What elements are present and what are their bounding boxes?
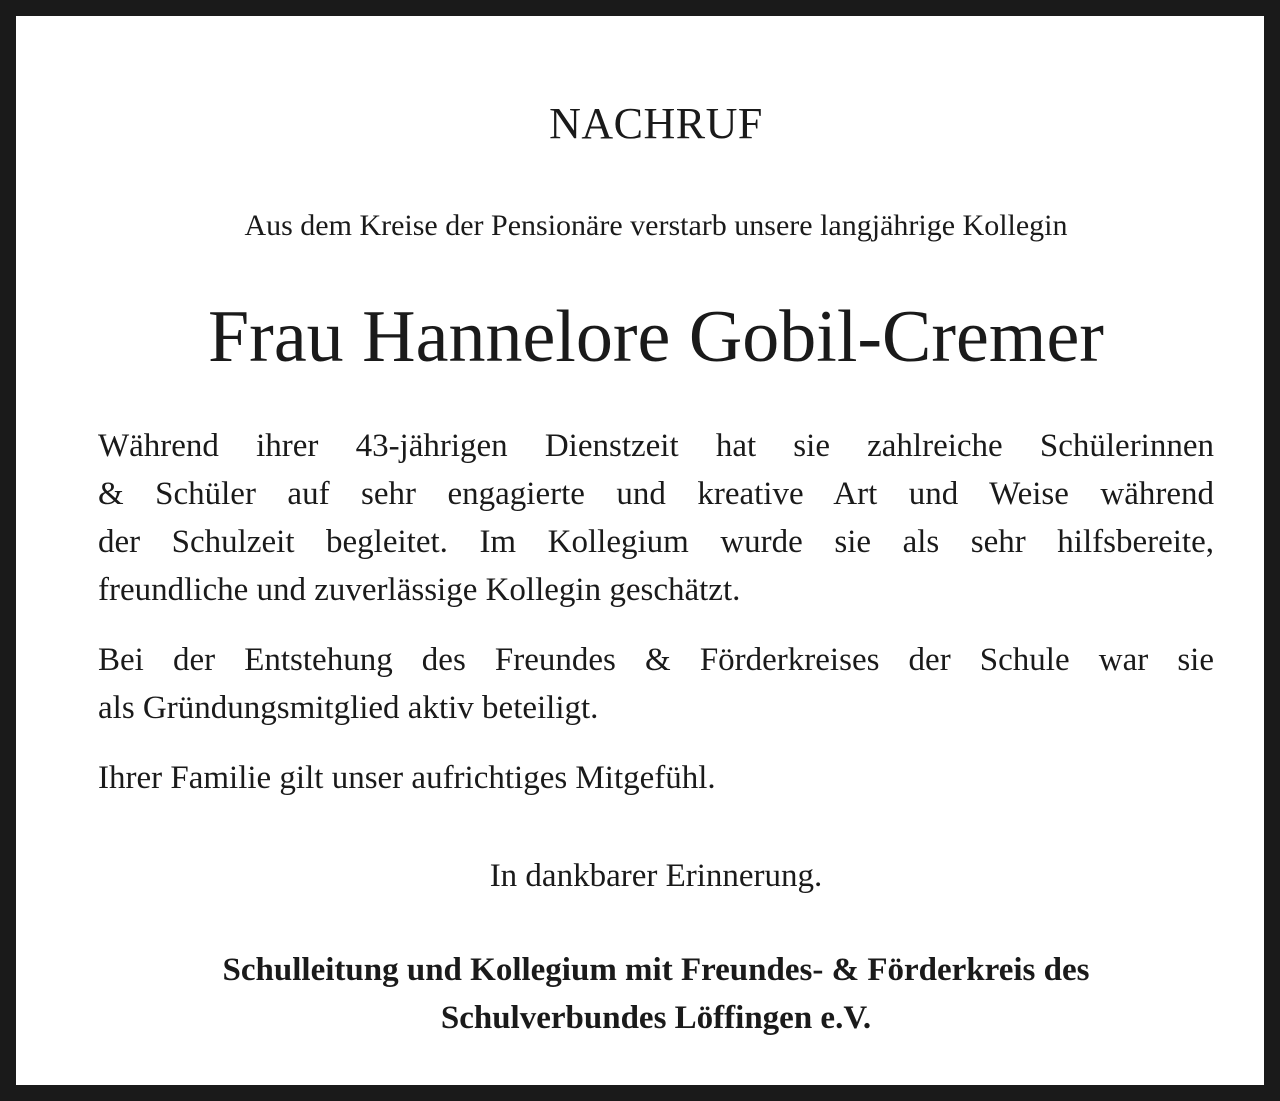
signature-line: Schulleitung und Kollegium mit Freundes- & Förderkreis des xyxy=(222,952,1090,988)
deceased-name: Frau Hannelore Gobil-Cremer xyxy=(208,296,1104,378)
obituary-heading: NACHRUF xyxy=(549,99,763,148)
closing-line: In dankbarer Erinnerung. xyxy=(489,858,823,894)
paragraph-line: der Schulzeit begleitet. Im Kollegium wurde sie als sehr hilfsbereite, xyxy=(98,524,1214,560)
paragraph-line: & Schüler auf sehr engagierte und kreative Art und Weise während xyxy=(98,476,1214,512)
paragraph-line: Während ihrer 43-jährigen Dienstzeit hat sie zahlreiche Schülerinnen xyxy=(98,428,1214,464)
signature-line: Schulverbundes Löffingen e.V. xyxy=(440,1000,872,1036)
paragraph-service xyxy=(98,422,1214,614)
obituary-intro: Aus dem Kreise der Pensionäre verstarb unsere langjährige Kollegin xyxy=(244,209,1068,242)
paragraph-line: freundliche und zuverlässige Kollegin geschätzt. xyxy=(98,572,741,608)
paragraph-condolence xyxy=(98,754,1214,802)
signature-block xyxy=(98,946,1214,1042)
paragraph-line: Ihrer Familie gilt unser aufrichtiges Mitgefühl. xyxy=(98,760,716,796)
paragraph-line: als Gründungsmitglied aktiv beteiligt. xyxy=(98,690,599,726)
paragraph-founding xyxy=(98,636,1214,732)
paragraph-line: Bei der Entstehung des Freundes & Förderkreises der Schule war sie xyxy=(98,642,1214,678)
